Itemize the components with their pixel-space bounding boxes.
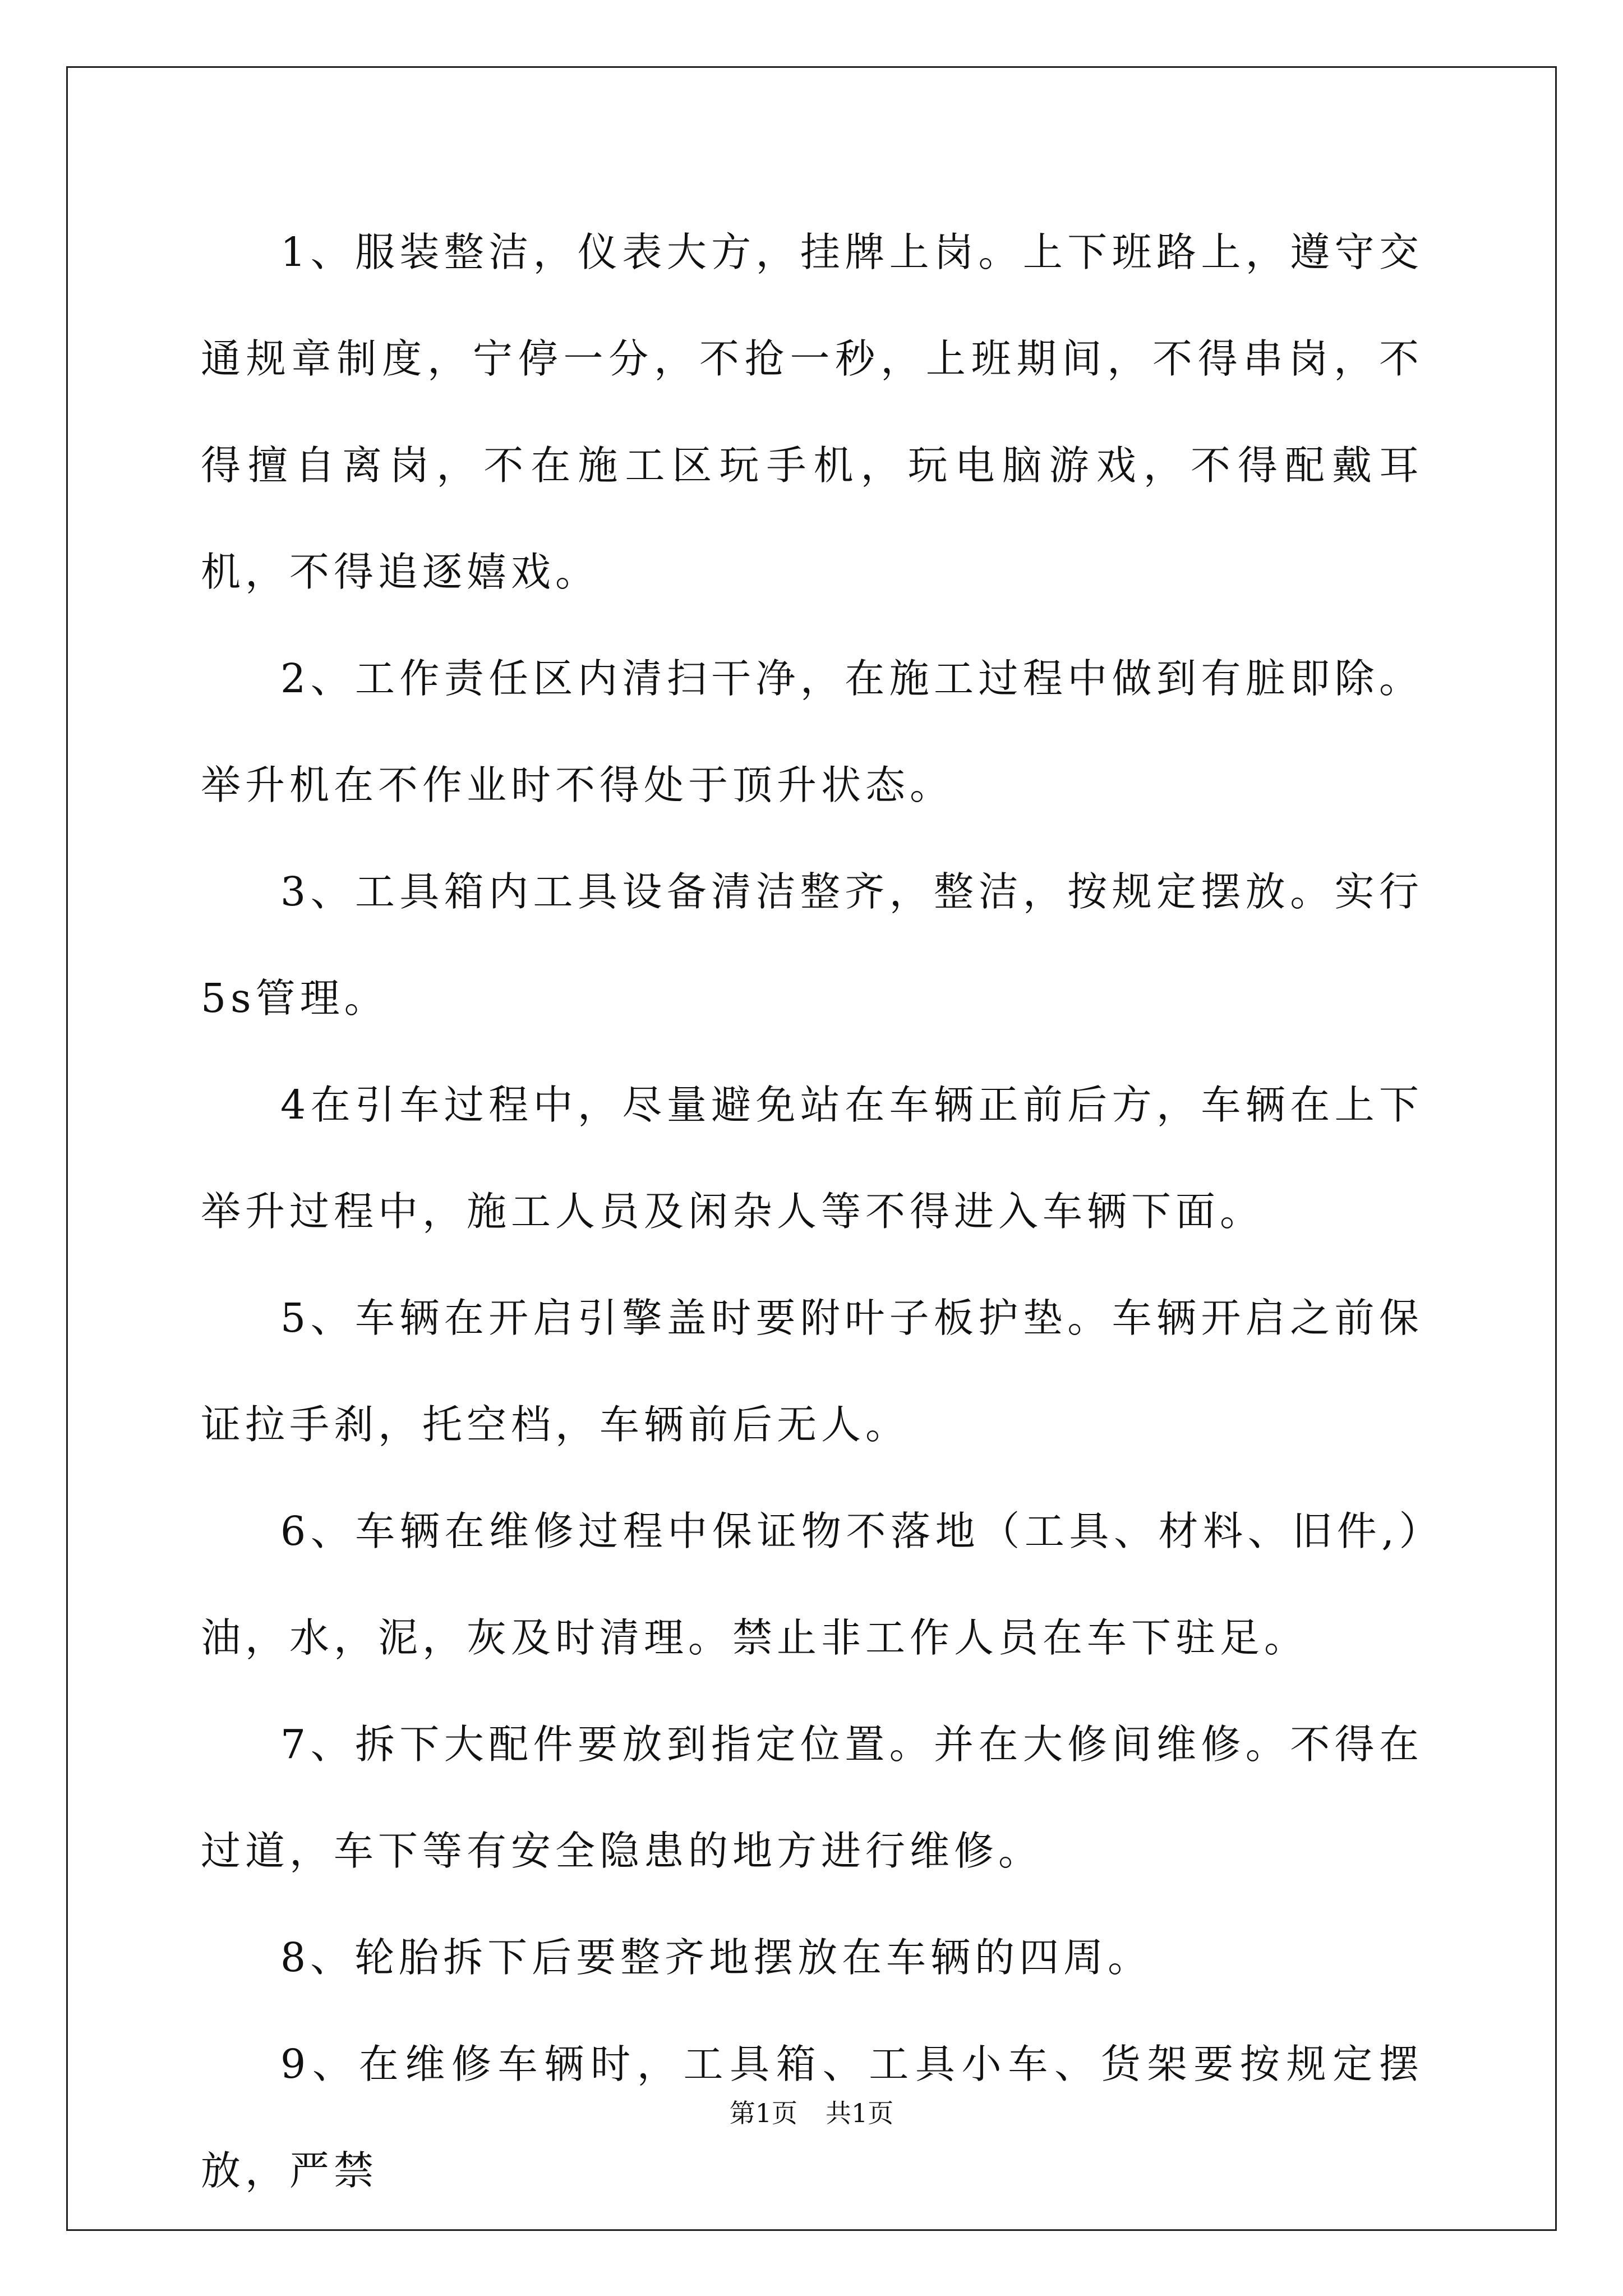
paragraph-2: 2、工作责任区内清扫干净，在施工过程中做到有脏即除。举升机在不作业时不得处于顶升状态。 xyxy=(201,655,1423,808)
page-number-current: 第1页 xyxy=(729,2098,797,2128)
paragraph-3: 3、工具箱内工具设备清洁整齐，整洁，按规定摆放。实行5s管理。 xyxy=(201,868,1423,1022)
paragraph-5: 5、车辆在开启引擎盖时要附叶子板护垫。车辆开启之前保证拉手刹，托空档，车辆前后无人。 xyxy=(201,1295,1423,1448)
paragraph-1: 1、服装整洁，仪表大方，挂牌上岗。上下班路上，遵守交通规章制度，宁停一分，不抢一秒，上班期间，不得串岗，不得擅自离岗，不在施工区玩手机，玩电脑游戏，不得配戴耳机，不得追逐嬉戏。 xyxy=(201,229,1423,595)
page-number-total: 共1页 xyxy=(826,2098,894,2128)
paragraph-7: 7、拆下大配件要放到指定位置。并在大修间维修。不得在过道，车下等有安全隐患的地方进行维修。 xyxy=(201,1721,1423,1874)
document-body xyxy=(201,199,1423,2224)
paragraph-6: 6、车辆在维修过程中保证物不落地（工具、材料、旧件,）油，水，泥，灰及时清理。禁止非工作人员在车下驻足。 xyxy=(201,1508,1423,1661)
paragraph-9: 9、在维修车辆时，工具箱、工具小车、货架要按规定摆放，严禁 xyxy=(201,2041,1423,2194)
page-footer xyxy=(0,2096,1623,2130)
paragraph-4: 4在引车过程中，尽量避免站在车辆正前后方，车辆在上下举升过程中，施工人员及闲杂人等不得进入车辆下面。 xyxy=(201,1082,1423,1235)
paragraph-8: 8、轮胎拆下后要整齐地摆放在车辆的四周。 xyxy=(280,1934,1152,1981)
